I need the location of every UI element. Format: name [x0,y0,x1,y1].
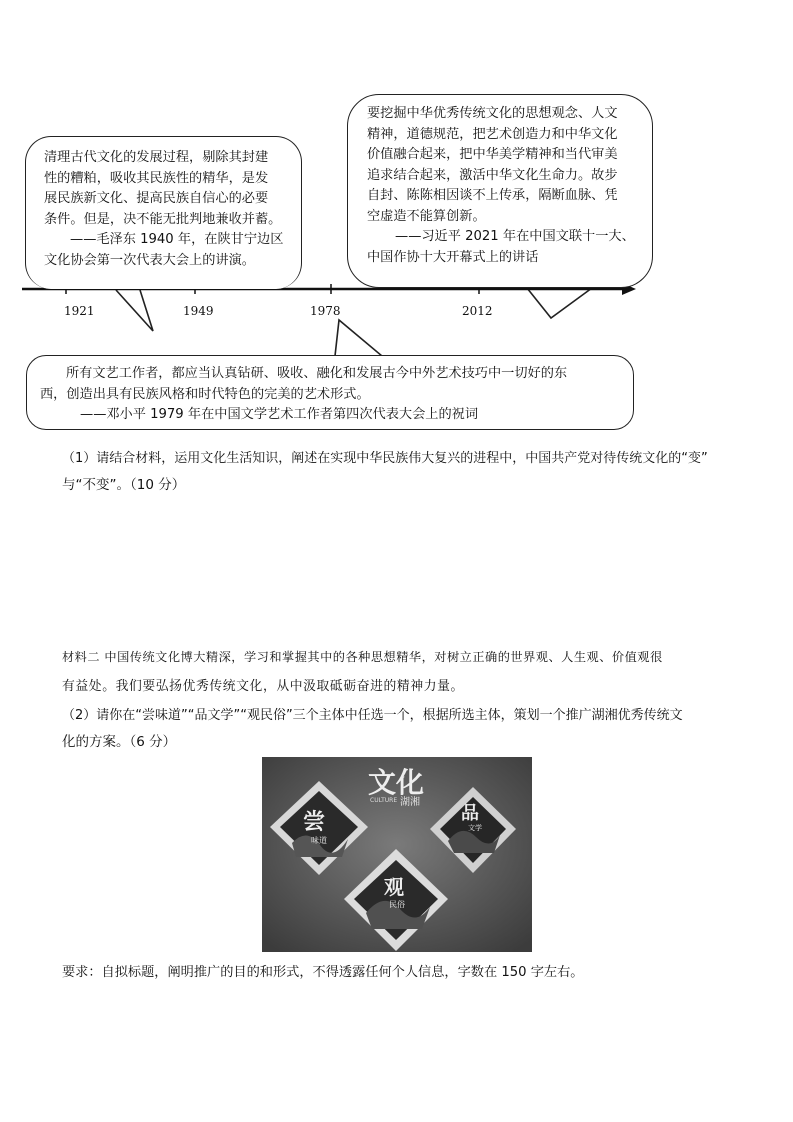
mao-quote-source: ——毛泽东 1940 年，在陕甘宁边区 [70,232,284,247]
xi-quote-text: 要挖掘中华优秀传统文化的思想观念、人文 精神，道德规范，把艺术创造力和中华文化 价值融合起来，把中华美学精神和当代审美 追求结合起来，激活中华文化生命力。故步 自封、陈陈相因谈不上传承，隔断血脉、凭 空虚造不能算创新。 ——习近平 2021 年在中国文联十一大、 中国作协十大开幕式上的讲话 [367,104,652,268]
xi-quote-source: ——习近平 2021 年在中国文联十一大、 [395,229,635,244]
tile-taste-small: 味道 [311,836,327,845]
poster-subtitle-cn: 湖湘 [400,797,420,808]
year-label-2012: 2012 [462,304,493,318]
material-two: 材料二 中国传统文化博大精深，学习和掌握其中的各种思想精华，对树立正确的世界观、人生观、价值观很 有益处。我们要弘扬优秀传统文化，从中汲取砥砺奋进的精神力量。 [62,650,663,694]
tile-literature-big: 品 [461,803,479,824]
year-label-1949: 1949 [183,304,214,318]
deng-quote-source: ——邓小平 1979 年在中国文学艺术工作者第四次代表大会上的祝词 [80,407,479,422]
deng-bubble-tail [335,320,382,356]
poster-title: 文化 [368,766,425,799]
requirement-text: 要求：自拟标题，阐明推广的目的和形式，不得透露任何个人信息，字数在 150 字左右。 [62,965,584,980]
question-2: （2）请你在“尝味道”“品文学”“观民俗”三个主体中任选一个，根据所选主体，策划一个推广湖湘优秀传统文 化的方案。（6 分） [62,708,683,750]
tile-customs-small: 民俗 [389,900,405,909]
tile-customs-big: 观 [384,875,404,899]
tile-literature-small: 文学 [468,824,482,832]
mao-quote-text: 清理古代文化的发展过程，剔除其封建 性的糟粕，吸收其民族性的精华，是发 展民族新文化、提高民族自信心的必要 条件。但是，决不能无批判地兼收并蓄。 ——毛泽东 1940 年，在陕甘宁边区 文化协会第一次代表大会上的讲演。 [44,148,299,271]
year-label-1978: 1978 [310,304,341,318]
question-1: （1）请结合材料，运用文化生活知识，阐述在实现中华民族伟大复兴的进程中，中国共产党对待传统文化的“变” 与“不变”。（10 分） [62,451,708,493]
culture-poster-image [262,757,532,952]
poster-subtitle-en: CULTURE [370,797,398,804]
year-label-1921: 1921 [64,304,95,318]
tile-taste-big: 尝 [303,809,326,835]
mao-bubble-tail [116,290,153,331]
xi-bubble-tail [527,288,592,318]
deng-quote-text: 所有文艺工作者，都应当认真钻研、吸收、融化和发展古今中外艺术技巧中一切好的东 西，创造出具有民族风格和时代特色的完美的艺术形式。 ——邓小平 1979 年在中国文学艺术工作者第四次代表大会上的祝词 [40,364,630,426]
